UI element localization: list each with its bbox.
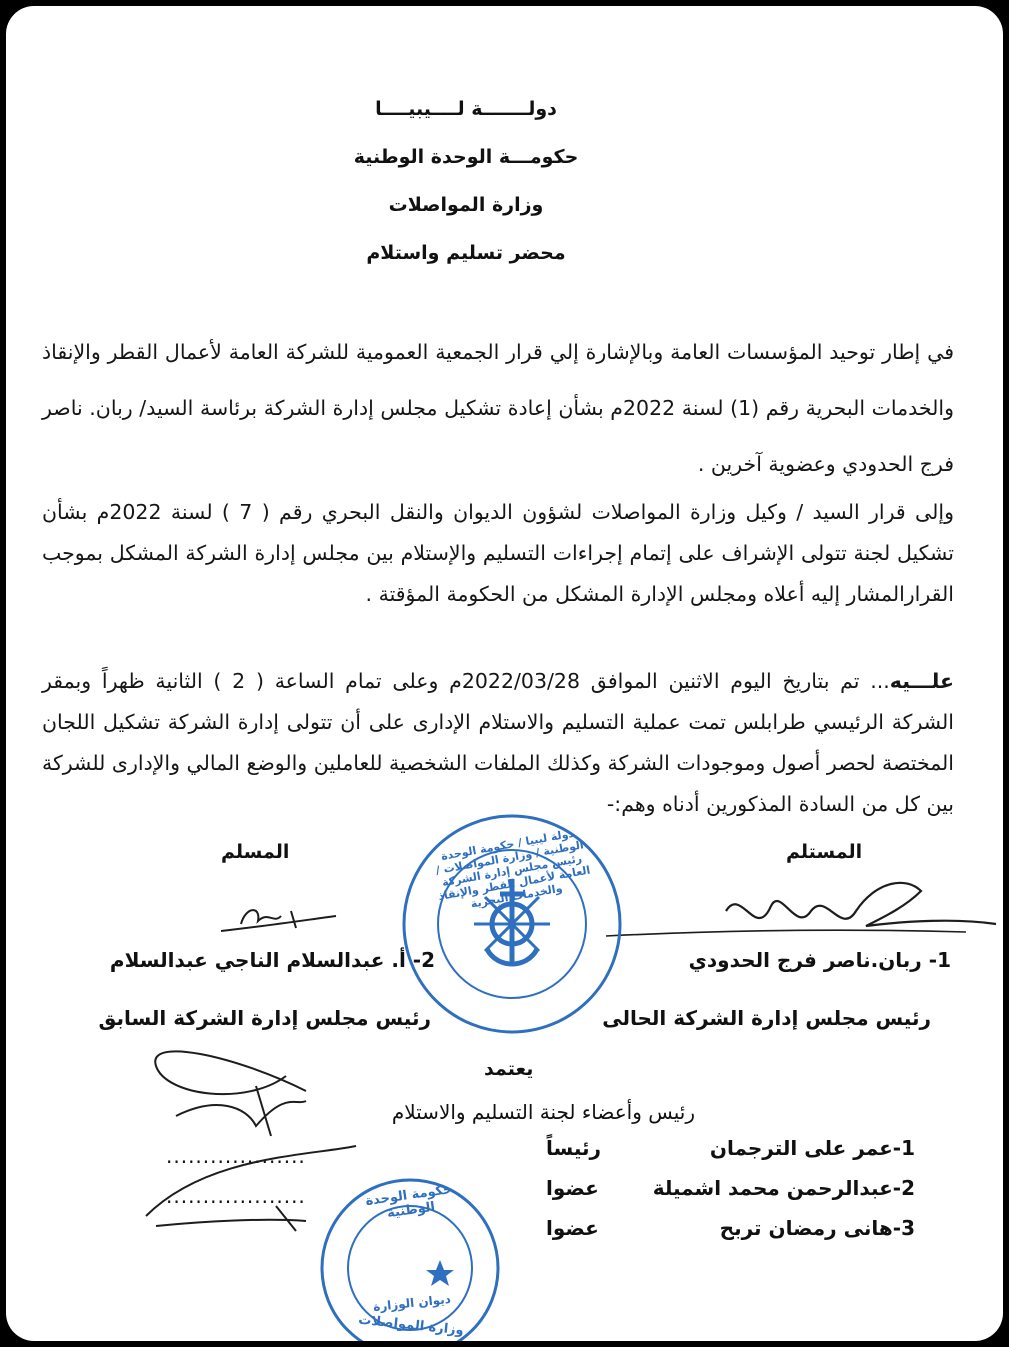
document-title: محضر تسليم واستلام [366,242,566,264]
committee-heading: رئيس وأعضاء لجنة التسليم والاستلام [391,1100,695,1124]
deliverer-name: 2- أ. عبدالسلام الناجي عبدالسلام [109,948,435,972]
marks-overlay [6,6,1003,1341]
approval-heading: يعتمد [484,1058,534,1080]
document-page [6,6,1003,1341]
paragraph-reference: في إطار توحيد المؤسسات العامة وبالإشارة إلي قرار الجمعية العمومية للشركة العامة لأعمال القطر والإنقاذ والخدمات البحرية رقم (1) لسنة 2022م بشأن إعادة تشكيل مجلس إدارة الشركة برئاسة السيد/ ربان. ناصر فرج الحدودي وعضوية آخرين . [42,340,954,476]
committee-member-role: رئيساً [546,1136,602,1160]
paragraph-handover-text: ... تم بتاريخ اليوم الاثنين الموافق 2022/03/28م وعلى تمام الساعة ( 2 ) الثانية ظهراً وبمقر الشركة الرئيسي طرابلس تمت عملية التسليم والاستلام الإدارى على أن تتولى إدارة الشركة تشكيل اللجان المختصة لحصر أصول وموجودات الشركة وكذلك الملفات الشخصية للعاملين والوضع المالي والإدارى للشركة بين كل من السادة المذكورين أدناه وهم:- [42,669,954,816]
paragraph-lead: علـــيه [889,669,954,693]
deliverer-signature [221,910,336,931]
committee-signature [155,1051,306,1136]
receiver-signature [726,883,996,926]
signature-dots: ................... [166,1144,306,1168]
stamp2-bottom: وزارة المواصلات [357,1312,465,1339]
paragraph-decision: وإلى قرار السيد / وكيل وزارة المواصلات لشؤون الديوان والنقل البحري رقم ( 7 ) لسنة 2022م بشأن تشكيل لجنة تتولى الإشراف على إتمام إجراءات التسليم والإستلام بين مجلس إدارة الشركة المشكل بموجب القرارالمشار إليه أعلاه ومجلس الإدارة المشكل من الحكومة المؤقتة . [42,500,954,606]
deliverer-label: المسلم [221,841,290,863]
committee-member-name: 1-عمر على الترجمان [709,1136,915,1160]
header-government: حكومـــة الوحدة الوطنية [353,146,579,168]
committee-member-role: عضوا [546,1176,599,1200]
stamp1-text: دولة ليبيا / حكومة الوحدة الوطنية / وزارة المواصلات / رئيس مجلس إدارة الشركة العامة لأعمال القطر والإنقاذ والخدمات البحرية [434,826,592,911]
stamp2-mid: ديوان الوزارة [372,1291,452,1315]
receiver-label: المستلم [786,841,863,863]
committee-member-role: عضوا [546,1216,599,1240]
deliverer-title: رئيس مجلس إدارة الشركة السابق [98,1006,431,1030]
signature-dots: ................... [166,1184,306,1208]
header-state: دولـــــــة لــــيبيــــا [375,98,557,120]
stamp2-top: حكومة الوحدة الوطنية [364,1182,454,1222]
header-ministry: وزارة المواصلات [388,194,544,216]
receiver-name: 1- ربان.ناصر فرج الحدودي [688,948,951,972]
committee-member-name: 3-هانى رمضان تربح [719,1216,915,1240]
committee-member-name: 2-عبدالرحمن محمد اشميلة [652,1176,915,1200]
receiver-title: رئيس مجلس إدارة الشركة الحالى [602,1006,931,1030]
